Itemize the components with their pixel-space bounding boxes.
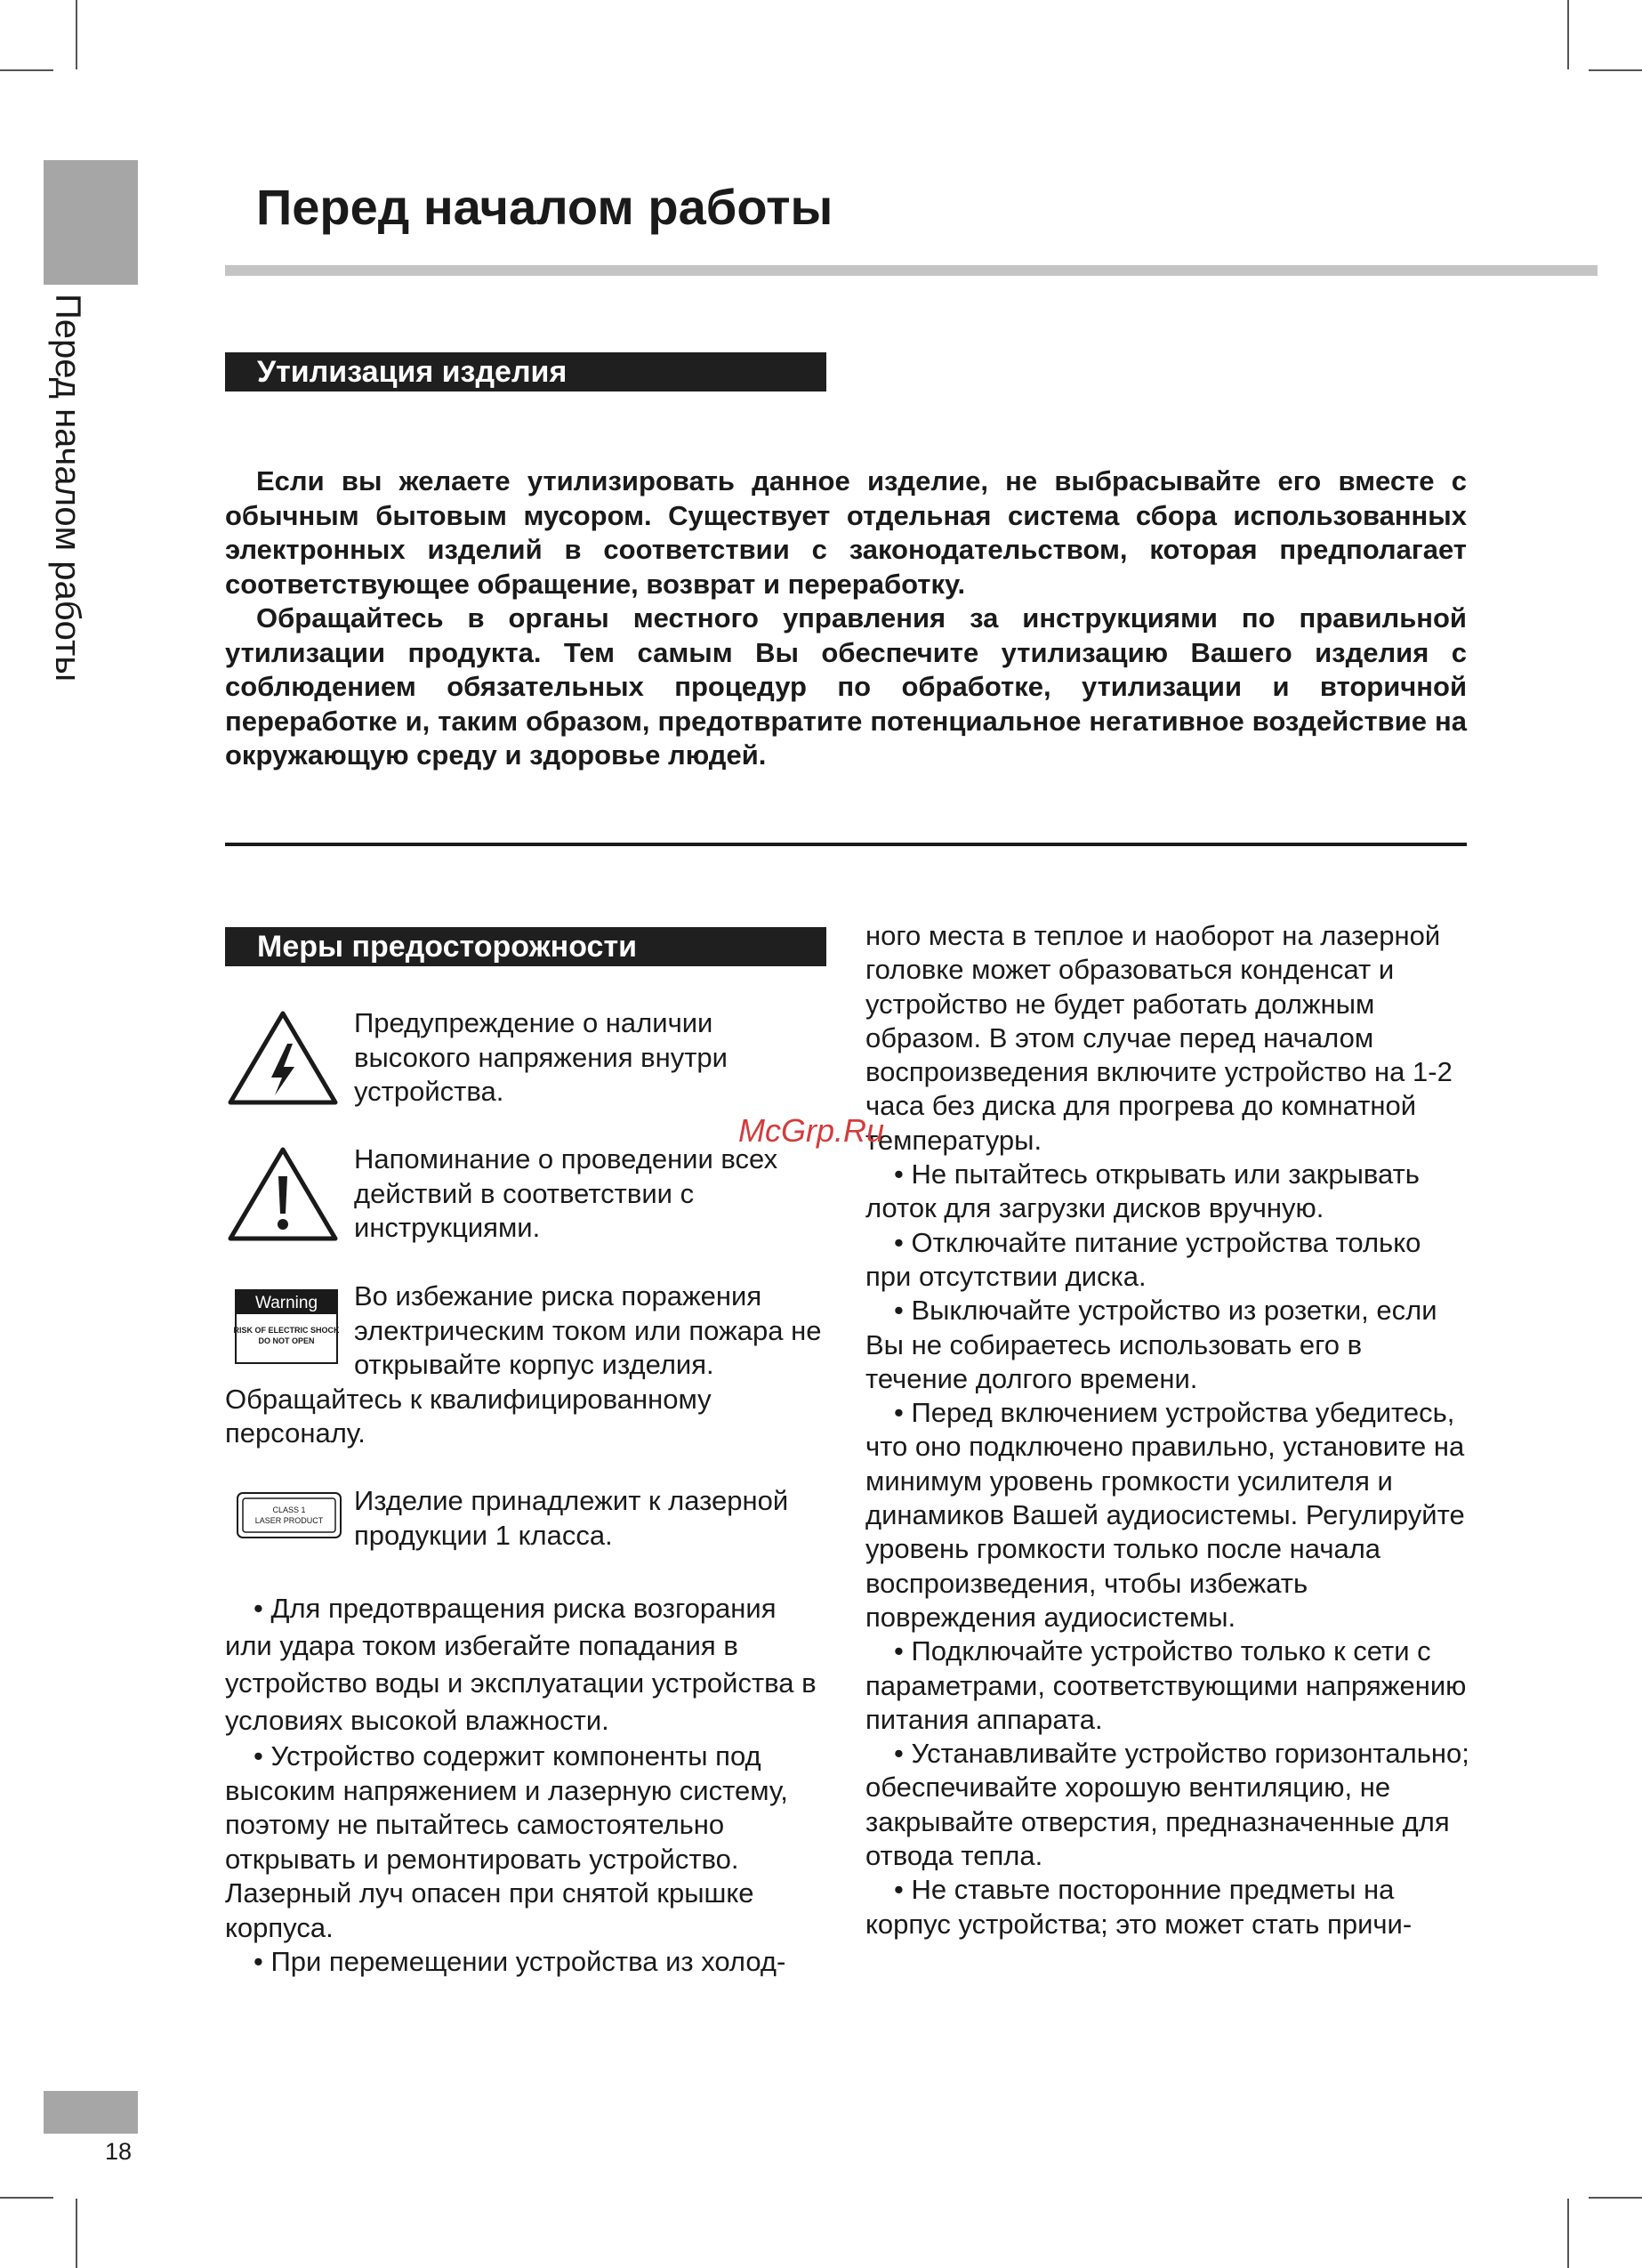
laser-label-line2: LASER PRODUCT bbox=[254, 1516, 324, 1525]
bullet-item: • Отключайте питание устройства только при отсутствии диска. bbox=[865, 1226, 1421, 1292]
crop-mark bbox=[1567, 2199, 1569, 2268]
crop-mark bbox=[0, 69, 53, 71]
precaution-warning-text: Во избежание риска поражения электрическим током или пожара не открывайте корпус изделия. bbox=[354, 1280, 822, 1380]
continuation-text: ного места в теплое и наоборот на лазерной головке может образоваться конденсат и устройство не будет работать должным образом. В этом случае перед началом воспроизведения включите устройство на 1-2 часа без диска для прогрева до комнатной температуры. bbox=[865, 920, 1453, 1156]
laser-label-line1: CLASS 1 bbox=[272, 1505, 306, 1514]
title-underline-bar bbox=[225, 265, 1598, 276]
precaution-laser-text: Изделие принадлежит к лазерной продукции 1 класса. bbox=[354, 1485, 789, 1551]
right-column bbox=[865, 919, 1470, 1941]
bullet-item: • Устанавливайте устройство горизонтально; обеспечивайте хорошую вентиляцию, не закрывайте отверстия, предназначенные для отвода тепла. bbox=[865, 1738, 1469, 1872]
crop-mark bbox=[1589, 69, 1642, 71]
crop-mark bbox=[76, 0, 77, 69]
side-tab-block bbox=[44, 160, 138, 285]
laser-class-label-icon bbox=[225, 1484, 342, 1547]
bullet-item: • Перед включением устройства убедитесь, что оно подключено правильно, установите на минимум уровень громкости усилителя и динамиков Вашей аудиосистемы. Регулируйте уровень громкости только после начала воспроизведения, чтобы избежать повреждения аудиосистемы. bbox=[865, 1397, 1465, 1633]
precaution-voltage-text: Предупреждение о наличии высокого напряжения внутри устройства. bbox=[354, 1007, 728, 1107]
precaution-laser bbox=[225, 1484, 826, 1553]
disposal-text bbox=[225, 464, 1467, 773]
side-tab-label: Перед началом работы bbox=[48, 294, 87, 682]
lightning-warning-icon bbox=[225, 1006, 341, 1113]
bullet-item: • Устройство содержит компоненты под высоким напряжением и лазерную систему, поэтому не пытайтесь самостоятельно открывать и ремонтировать устройство. Лазерный луч опасен при снятой крышке корпуса. bbox=[225, 1740, 788, 1943]
warning-label-line2: DO NOT OPEN bbox=[258, 1336, 315, 1345]
bullet-item: • Выключайте устройство из розетки, если Вы не собираетесь использовать его в течение долгого времени. bbox=[865, 1295, 1437, 1394]
disposal-paragraph: Если вы желаете утилизировать данное изделие, не выбрасывайте его вместе с обычным бытовым мусором. Существует отдельная система сбора использованных электронных изделий в соответствии с законодательством, которая предполагает соответствующее обращение, возврат и переработку. bbox=[225, 465, 1467, 600]
bullet-item: • Для предотвращения риска возгорания или удара током избегайте попадания в устройство воды и эксплуатации устройства в условиях высокой влажности. bbox=[225, 1593, 817, 1736]
bullet-item: • Не ставьте посторонние предметы на корпус устройства; это может стать причи- bbox=[865, 1874, 1413, 1940]
section-heading-precautions: Меры предосторожности bbox=[225, 927, 826, 966]
exclamation-warning-icon bbox=[225, 1142, 341, 1249]
warning-label-icon bbox=[225, 1279, 342, 1371]
precaution-warning-continuation: Обращайтесь к квалифицированному персоналу. bbox=[225, 1383, 712, 1449]
precaution-warning-label bbox=[225, 1279, 826, 1451]
precaution-instructions bbox=[225, 1142, 826, 1246]
crop-mark bbox=[0, 2197, 53, 2199]
crop-mark bbox=[76, 2199, 77, 2268]
bullet-item: • Не пытайтесь открывать или закрывать лоток для загрузки дисков вручную. bbox=[865, 1158, 1420, 1224]
page-number-block bbox=[44, 2091, 138, 2134]
watermark: McGrp.Ru bbox=[738, 1112, 885, 1149]
warning-label-line1: RISK OF ELECTRIC SHOCK bbox=[233, 1326, 340, 1335]
bullet-item: • При перемещении устройства из холод- bbox=[254, 1946, 786, 1977]
crop-mark bbox=[1589, 2197, 1642, 2199]
bullet-item: • Подключайте устройство только к сети с параметрами, соответствующими напряжению питания аппарата. bbox=[865, 1635, 1467, 1735]
page-title: Перед началом работы bbox=[256, 179, 833, 235]
page-number: 18 bbox=[105, 2138, 133, 2165]
warning-label-title: Warning bbox=[254, 1294, 318, 1312]
left-bullets bbox=[225, 1590, 830, 1980]
disposal-paragraph: Обращайтесь в органы местного управления за инструкциями по правильной утилизации продукта. Тем самым Вы обеспечите утилизацию Вашего изделия с соблюдением обязательных процедур по обработке, утилизации и вторичной переработке и, таким образом, предотвратите потенциальное негативное воздействие на окружающую среду и здоровье людей. bbox=[225, 602, 1467, 771]
section-heading-disposal: Утилизация изделия bbox=[225, 352, 826, 391]
section-divider bbox=[225, 843, 1467, 846]
crop-mark bbox=[1567, 0, 1569, 69]
precaution-voltage bbox=[225, 1006, 826, 1110]
precaution-instructions-text: Напоминание о проведении всех действий в соответствии с инструкциями. bbox=[354, 1143, 778, 1243]
